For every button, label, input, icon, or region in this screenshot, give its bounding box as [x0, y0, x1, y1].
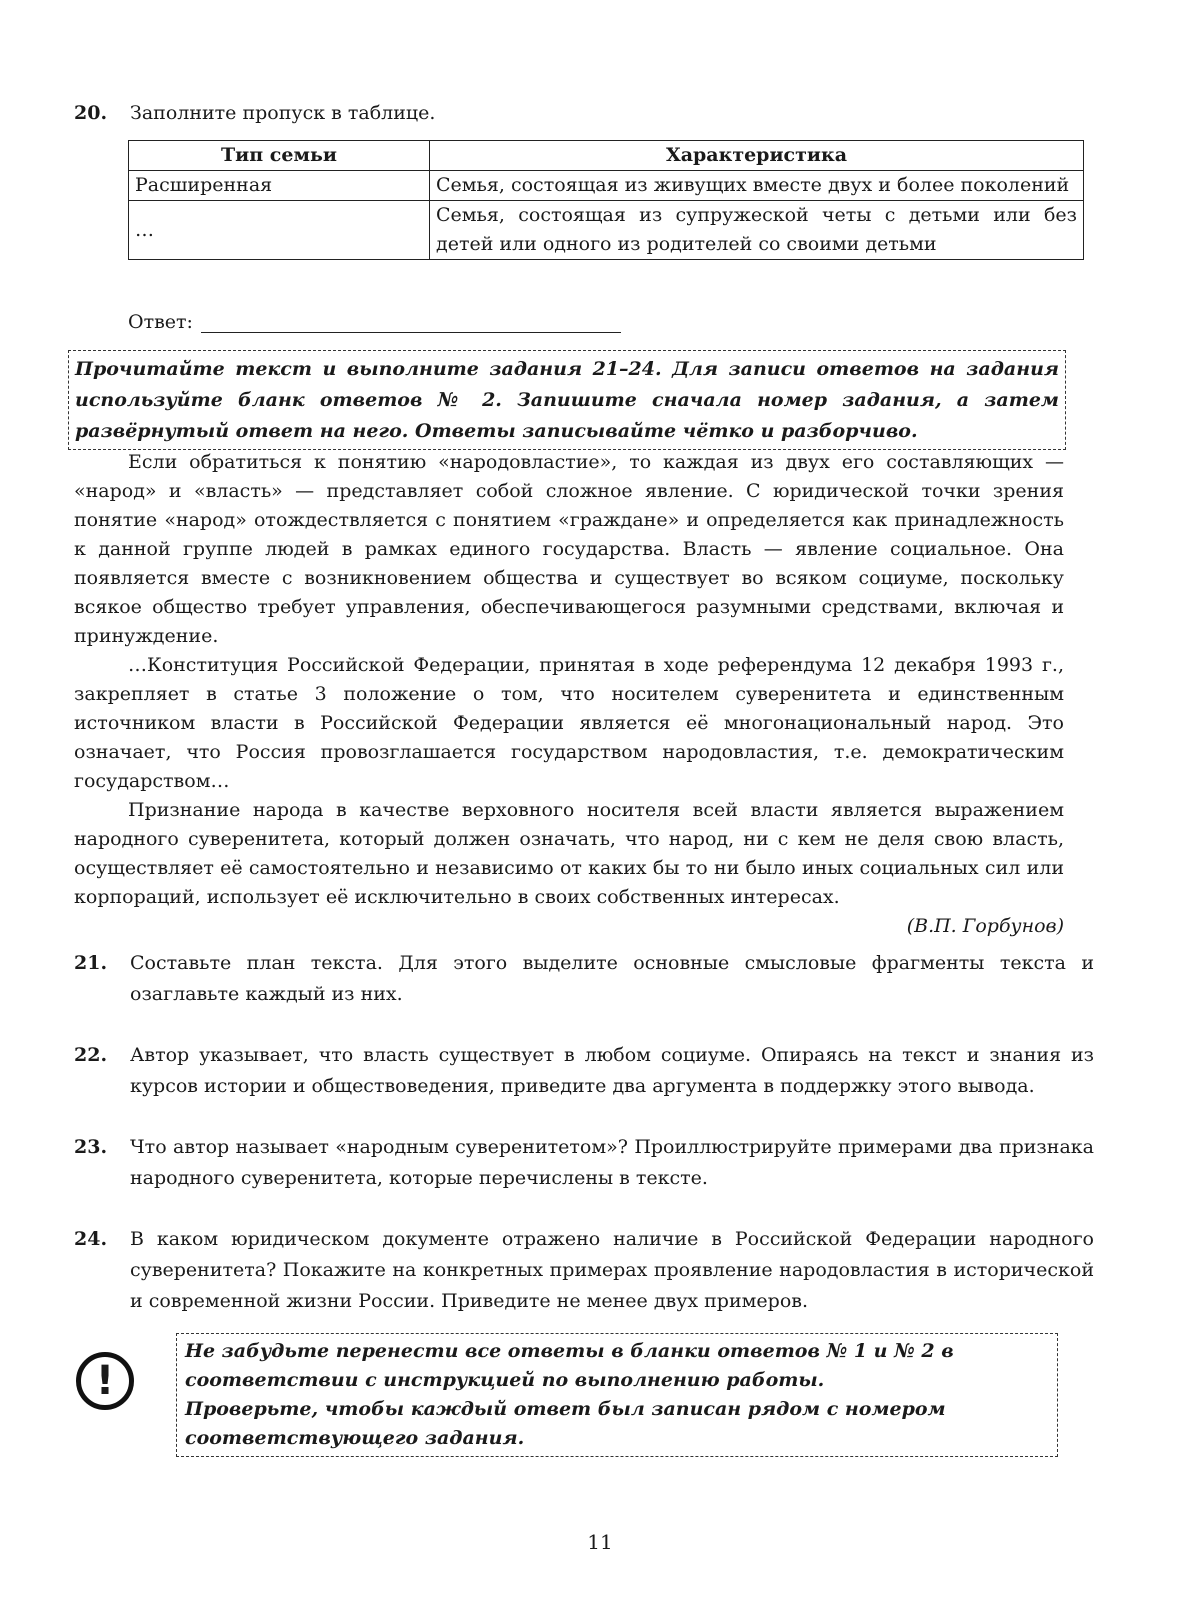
- task-text: Составьте план текста. Для этого выделите основные смысловые фрагменты текста и озаглавьте каждый из них.: [130, 952, 1094, 1005]
- reminder-line: Не забудьте перенести все ответы в бланки ответов № 1 и № 2 в соответствии с инструкцией по выполнению работы.: [185, 1340, 954, 1391]
- task-number: 23.: [74, 1136, 108, 1158]
- task-number: 21.: [74, 952, 108, 974]
- task-22: [74, 1040, 1094, 1102]
- table-header: Тип семьи: [129, 141, 430, 171]
- source-passage: [74, 448, 1064, 941]
- passage-author: (В.П. Горбунов): [906, 915, 1064, 937]
- reminder-box: [176, 1333, 1058, 1457]
- passage-paragraph: …Конституция Российской Федерации, принятая в ходе референдума 12 декабря 1993 г., закрепляет в статье 3 положение о том, что носителем суверенитета и единственным источником власти в Российской Федерации является её многонациональный народ. Это означает, что Россия провозглашается государством народовластия, т.е. демократическим государством…: [74, 654, 1064, 792]
- task-20: [74, 98, 1094, 129]
- answer-field: [128, 310, 621, 333]
- table-cell-type: Расширенная: [129, 171, 430, 201]
- page-number: 11: [587, 1530, 613, 1554]
- passage-paragraph: Признание народа в качестве верховного носителя всей власти является выражением народного суверенитета, который должен означать, что народ, ни с кем не деля свою власть, осуществляет её самостоятельно и независимо от каких бы то ни было иных социальных сил или корпораций, использует её исключительно в своих собственных интересах.: [74, 799, 1064, 908]
- exclamation-icon: !: [76, 1352, 134, 1410]
- answer-line[interactable]: [201, 310, 621, 333]
- task-text: Автор указывает, что власть существует в любом социуме. Опираясь на текст и знания из курсов истории и обществоведения, приведите два аргумента в поддержку этого вывода.: [130, 1044, 1094, 1097]
- task-number: 24.: [74, 1228, 108, 1250]
- table-row: [129, 201, 1084, 260]
- answer-label: Ответ:: [128, 311, 193, 333]
- table-cell-type: …: [129, 201, 430, 260]
- task-text: В каком юридическом документе отражено наличие в Российской Федерации народного суверенитета? Покажите на конкретных примерах проявление народовластия в исторической и современной жизни России. Приведите не менее двух примеров.: [130, 1228, 1094, 1312]
- reminder-line: Проверьте, чтобы каждый ответ был записан рядом с номером соответствующего задания.: [185, 1398, 946, 1449]
- task-number: 20.: [74, 102, 108, 124]
- task-24: [74, 1224, 1094, 1317]
- instruction-box: Прочитайте текст и выполните задания 21–24. Для записи ответов на задания используйте бланк ответов № 2. Запишите сначала номер задания, а затем развёрнутый ответ на него. Ответы записывайте чётко и разборчиво.: [68, 350, 1066, 450]
- table-cell-desc: Семья, состоящая из живущих вместе двух и более поколений: [430, 171, 1084, 201]
- family-type-table: [128, 140, 1084, 260]
- task-21: [74, 948, 1094, 1010]
- table-header-row: [129, 141, 1084, 171]
- table-header: Характеристика: [430, 141, 1084, 171]
- task-text: Что автор называет «народным суверенитетом»? Проиллюстрируйте примерами два признака народного суверенитета, которые перечислены в тексте.: [130, 1136, 1094, 1189]
- task-23: [74, 1132, 1094, 1194]
- task-prompt: Заполните пропуск в таблице.: [130, 102, 436, 124]
- table-cell-desc: Семья, состоящая из супружеской четы с детьми или без детей или одного из родителей со своими детьми: [430, 201, 1084, 260]
- table-row: [129, 171, 1084, 201]
- passage-paragraph: Если обратиться к понятию «народовластие», то каждая из двух его составляющих — «народ» и «власть» — представляет собой сложное явление. С юридической точки зрения понятие «народ» отождествляется с понятием «граждане» и определяется как принадлежность к данной группе людей в рамках единого государства. Власть — явление социальное. Она появляется вместе с возникновением общества и существует во всяком социуме, поскольку всякое общество требует управления, обеспечивающегося разумными средствами, включая и принуждение.: [74, 451, 1064, 647]
- task-number: 22.: [74, 1044, 108, 1066]
